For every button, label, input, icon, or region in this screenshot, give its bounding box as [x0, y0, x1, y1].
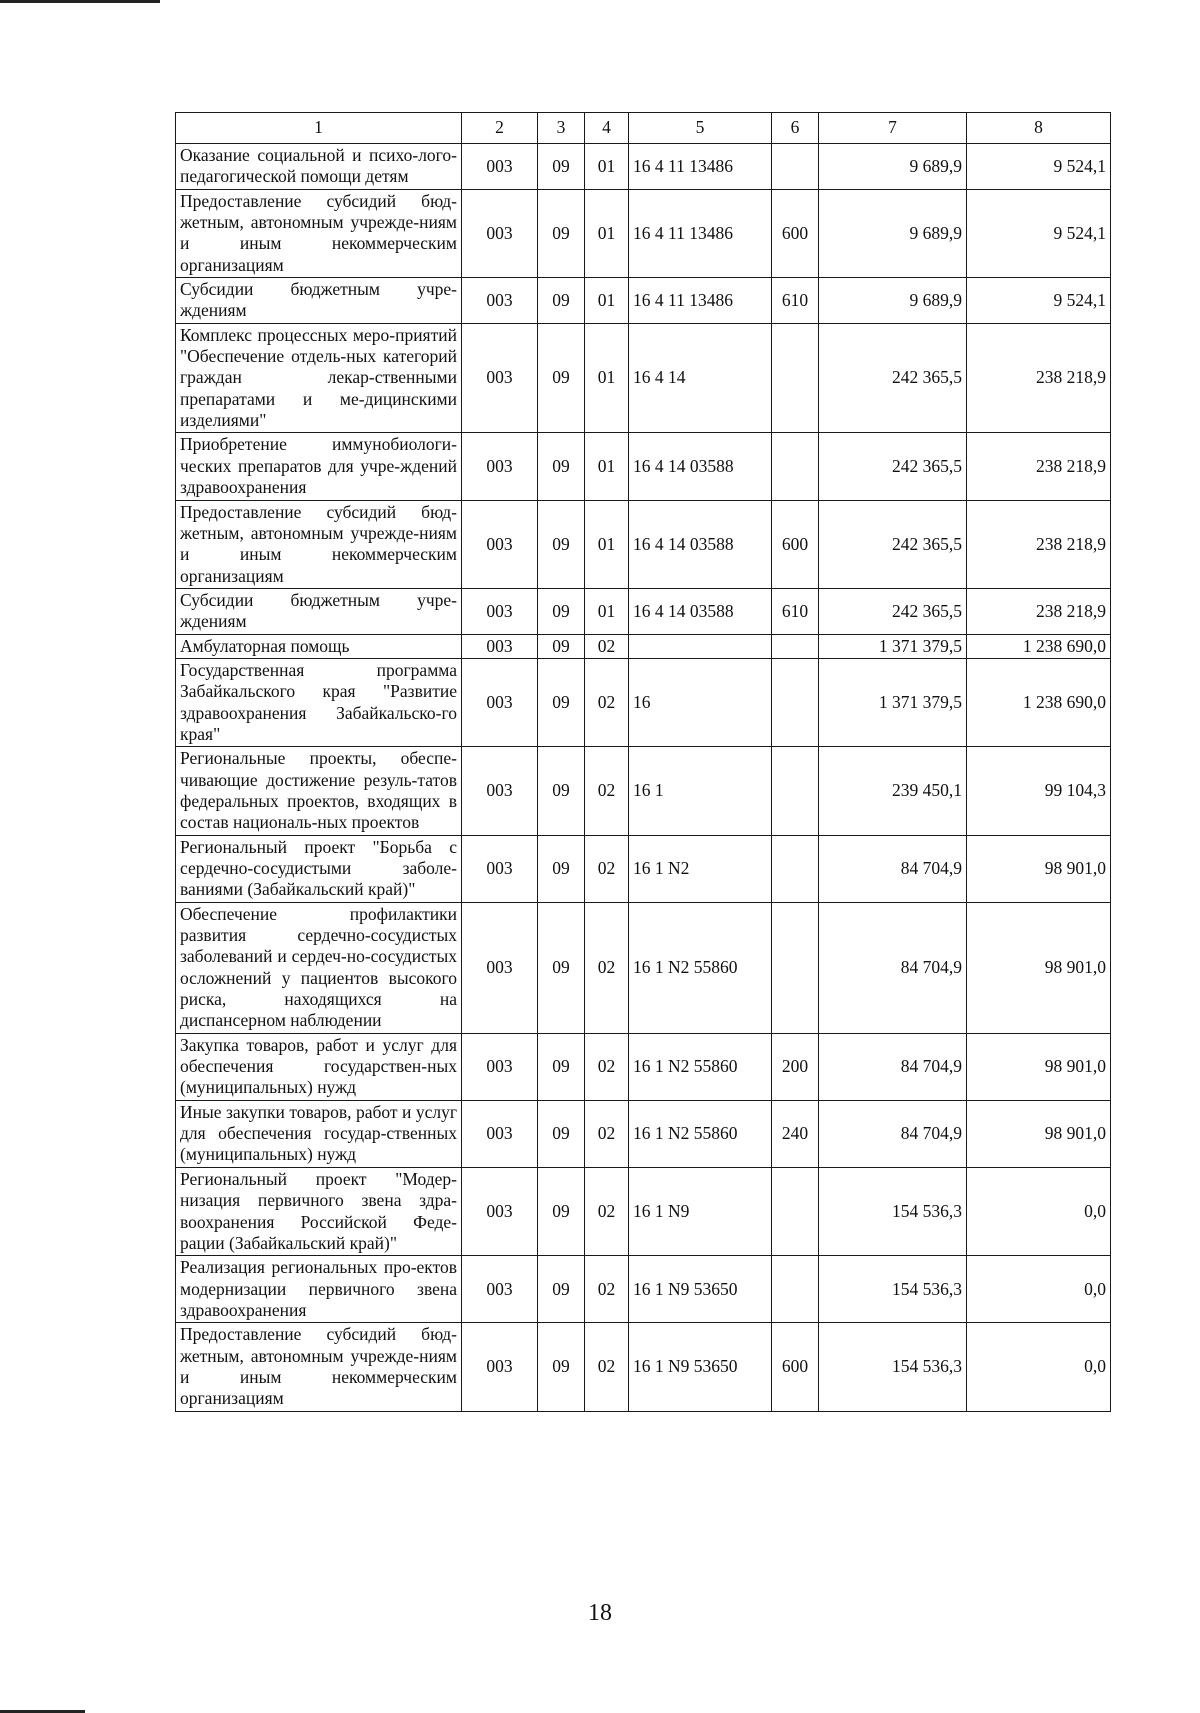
- amount-year1-cell: 84 704,9: [819, 1033, 967, 1100]
- subsection-code-cell: 02: [585, 1100, 629, 1167]
- row-name-cell: Субсидии бюджетным учре-ждениям: [176, 278, 462, 324]
- amount-year1-cell: 242 365,5: [819, 323, 967, 433]
- section-code-cell: 09: [538, 278, 585, 324]
- header-cell: 5: [629, 113, 772, 144]
- expense-type-cell: 600: [772, 1323, 819, 1411]
- row-name-cell: Закупка товаров, работ и услуг для обеспечения государствен-ных (муниципальных) нужд: [176, 1033, 462, 1100]
- expense-type-cell: [772, 634, 819, 658]
- amount-year2-cell: 98 901,0: [967, 835, 1111, 902]
- section-code-cell: 09: [538, 500, 585, 588]
- section-code-cell: 09: [538, 1100, 585, 1167]
- table-row: [176, 433, 1111, 500]
- section-code-cell: 09: [538, 902, 585, 1033]
- table-row: [176, 278, 1111, 324]
- target-article-cell: 16 1 N2 55860: [629, 1100, 772, 1167]
- expense-type-cell: [772, 323, 819, 433]
- amount-year2-cell: 1 238 690,0: [967, 634, 1111, 658]
- target-article-cell: 16 4 14: [629, 323, 772, 433]
- amount-year2-cell: 9 524,1: [967, 278, 1111, 324]
- header-row: [176, 113, 1111, 144]
- table-row: [176, 144, 1111, 190]
- amount-year1-cell: 154 536,3: [819, 1167, 967, 1255]
- table-row: [176, 835, 1111, 902]
- target-article-cell: 16 4 11 13486: [629, 278, 772, 324]
- section-code-cell: 09: [538, 658, 585, 746]
- subsection-code-cell: 02: [585, 835, 629, 902]
- target-article-cell: 16: [629, 658, 772, 746]
- ministry-code-cell: 003: [462, 835, 538, 902]
- amount-year1-cell: 1 371 379,5: [819, 658, 967, 746]
- ministry-code-cell: 003: [462, 1323, 538, 1411]
- ministry-code-cell: 003: [462, 144, 538, 190]
- section-code-cell: 09: [538, 189, 585, 277]
- section-code-cell: 09: [538, 634, 585, 658]
- table-row: [176, 902, 1111, 1033]
- ministry-code-cell: 003: [462, 278, 538, 324]
- target-article-cell: 16 4 11 13486: [629, 144, 772, 190]
- subsection-code-cell: 01: [585, 588, 629, 634]
- amount-year2-cell: 238 218,9: [967, 588, 1111, 634]
- section-code-cell: 09: [538, 1167, 585, 1255]
- table-body: [176, 144, 1111, 1412]
- expense-type-cell: [772, 747, 819, 835]
- row-name-cell: Региональный проект "Модер-низация первичного звена здра-воохранения Российской Феде-рации (Забайкальский край)": [176, 1167, 462, 1255]
- subsection-code-cell: 01: [585, 144, 629, 190]
- row-name-cell: Иные закупки товаров, работ и услуг для обеспечения государ-ственных (муниципальных) нужд: [176, 1100, 462, 1167]
- section-code-cell: 09: [538, 1256, 585, 1323]
- amount-year2-cell: 99 104,3: [967, 747, 1111, 835]
- header-cell: 1: [176, 113, 462, 144]
- table-header: [176, 113, 1111, 144]
- target-article-cell: 16 1 N9: [629, 1167, 772, 1255]
- amount-year1-cell: 239 450,1: [819, 747, 967, 835]
- amount-year2-cell: 98 901,0: [967, 1100, 1111, 1167]
- subsection-code-cell: 01: [585, 189, 629, 277]
- subsection-code-cell: 02: [585, 1033, 629, 1100]
- expense-type-cell: 200: [772, 1033, 819, 1100]
- section-code-cell: 09: [538, 144, 585, 190]
- header-cell: 4: [585, 113, 629, 144]
- table-row: [176, 588, 1111, 634]
- amount-year1-cell: 242 365,5: [819, 500, 967, 588]
- amount-year2-cell: 98 901,0: [967, 902, 1111, 1033]
- header-cell: 2: [462, 113, 538, 144]
- expense-type-cell: 610: [772, 278, 819, 324]
- expense-type-cell: [772, 1256, 819, 1323]
- amount-year2-cell: 9 524,1: [967, 144, 1111, 190]
- row-name-cell: Субсидии бюджетным учре-ждениям: [176, 588, 462, 634]
- expense-type-cell: [772, 835, 819, 902]
- table-row: [176, 323, 1111, 433]
- subsection-code-cell: 01: [585, 278, 629, 324]
- table-row: [176, 1256, 1111, 1323]
- amount-year2-cell: 98 901,0: [967, 1033, 1111, 1100]
- amount-year2-cell: 1 238 690,0: [967, 658, 1111, 746]
- target-article-cell: 16 4 14 03588: [629, 433, 772, 500]
- subsection-code-cell: 02: [585, 1256, 629, 1323]
- amount-year1-cell: 154 536,3: [819, 1323, 967, 1411]
- ministry-code-cell: 003: [462, 747, 538, 835]
- table-row: [176, 658, 1111, 746]
- subsection-code-cell: 01: [585, 500, 629, 588]
- target-article-cell: 16 1 N2 55860: [629, 1033, 772, 1100]
- ministry-code-cell: 003: [462, 1033, 538, 1100]
- scan-edge-mark-top: [0, 0, 160, 3]
- subsection-code-cell: 02: [585, 747, 629, 835]
- budget-table: [175, 112, 1111, 1412]
- target-article-cell: 16 4 14 03588: [629, 500, 772, 588]
- table-row: [176, 747, 1111, 835]
- header-cell: 8: [967, 113, 1111, 144]
- target-article-cell: 16 1: [629, 747, 772, 835]
- target-article-cell: 16 1 N2: [629, 835, 772, 902]
- row-name-cell: Обеспечение профилактики развития сердечно-сосудистых заболеваний и сердеч-но-сосудистых осложнений у пациентов высокого риска, находящихся на диспансерном наблюдении: [176, 902, 462, 1033]
- expense-type-cell: [772, 902, 819, 1033]
- section-code-cell: 09: [538, 323, 585, 433]
- section-code-cell: 09: [538, 835, 585, 902]
- expense-type-cell: [772, 658, 819, 746]
- expense-type-cell: [772, 1167, 819, 1255]
- ministry-code-cell: 003: [462, 588, 538, 634]
- row-name-cell: Комплекс процессных меро-приятий "Обеспечение отдель-ных категорий граждан лекар-ственными препаратами и ме-дицинскими изделиями": [176, 323, 462, 433]
- amount-year1-cell: 9 689,9: [819, 144, 967, 190]
- amount-year1-cell: 84 704,9: [819, 1100, 967, 1167]
- ministry-code-cell: 003: [462, 634, 538, 658]
- subsection-code-cell: 01: [585, 433, 629, 500]
- table-row: [176, 1033, 1111, 1100]
- amount-year1-cell: 84 704,9: [819, 902, 967, 1033]
- subsection-code-cell: 02: [585, 902, 629, 1033]
- row-name-cell: Оказание социальной и психо-лого-педагогической помощи детям: [176, 144, 462, 190]
- ministry-code-cell: 003: [462, 189, 538, 277]
- target-article-cell: 16 1 N9 53650: [629, 1323, 772, 1411]
- expense-type-cell: [772, 433, 819, 500]
- section-code-cell: 09: [538, 1323, 585, 1411]
- table-row: [176, 1100, 1111, 1167]
- section-code-cell: 09: [538, 588, 585, 634]
- row-name-cell: Предоставление субсидий бюд-жетным, автономным учрежде-ниям и иным некоммерческим организациям: [176, 189, 462, 277]
- target-article-cell: 16 1 N2 55860: [629, 902, 772, 1033]
- ministry-code-cell: 003: [462, 433, 538, 500]
- subsection-code-cell: 02: [585, 1167, 629, 1255]
- subsection-code-cell: 02: [585, 634, 629, 658]
- target-article-cell: 16 1 N9 53650: [629, 1256, 772, 1323]
- subsection-code-cell: 01: [585, 323, 629, 433]
- row-name-cell: Региональные проекты, обеспе-чивающие достижение резуль-татов федеральных проектов, входящих в состав националь-ных проектов: [176, 747, 462, 835]
- ministry-code-cell: 003: [462, 658, 538, 746]
- amount-year1-cell: 1 371 379,5: [819, 634, 967, 658]
- amount-year2-cell: 238 218,9: [967, 500, 1111, 588]
- table-row: [176, 500, 1111, 588]
- target-article-cell: [629, 634, 772, 658]
- amount-year2-cell: 238 218,9: [967, 433, 1111, 500]
- row-name-cell: Предоставление субсидий бюд-жетным, автономным учрежде-ниям и иным некоммерческим организациям: [176, 500, 462, 588]
- expense-type-cell: 600: [772, 189, 819, 277]
- target-article-cell: 16 4 14 03588: [629, 588, 772, 634]
- amount-year2-cell: 238 218,9: [967, 323, 1111, 433]
- amount-year2-cell: 0,0: [967, 1256, 1111, 1323]
- table-row: [176, 1167, 1111, 1255]
- subsection-code-cell: 02: [585, 1323, 629, 1411]
- row-name-cell: Региональный проект "Борьба с сердечно-сосудистыми заболе-ваниями (Забайкальский край)": [176, 835, 462, 902]
- ministry-code-cell: 003: [462, 1100, 538, 1167]
- header-cell: 3: [538, 113, 585, 144]
- row-name-cell: Приобретение иммунобиологи-ческих препаратов для учре-ждений здравоохранения: [176, 433, 462, 500]
- amount-year1-cell: 9 689,9: [819, 278, 967, 324]
- section-code-cell: 09: [538, 1033, 585, 1100]
- expense-type-cell: 610: [772, 588, 819, 634]
- amount-year2-cell: 0,0: [967, 1323, 1111, 1411]
- amount-year1-cell: 154 536,3: [819, 1256, 967, 1323]
- row-name-cell: Амбулаторная помощь: [176, 634, 462, 658]
- subsection-code-cell: 02: [585, 658, 629, 746]
- row-name-cell: Государственная программа Забайкальского края "Развитие здравоохранения Забайкальско-го края": [176, 658, 462, 746]
- table-row: [176, 634, 1111, 658]
- section-code-cell: 09: [538, 747, 585, 835]
- amount-year1-cell: 242 365,5: [819, 433, 967, 500]
- header-cell: 7: [819, 113, 967, 144]
- expense-type-cell: [772, 144, 819, 190]
- row-name-cell: Реализация региональных про-ектов модернизации первичного звена здравоохранения: [176, 1256, 462, 1323]
- amount-year1-cell: 84 704,9: [819, 835, 967, 902]
- amount-year1-cell: 242 365,5: [819, 588, 967, 634]
- section-code-cell: 09: [538, 433, 585, 500]
- ministry-code-cell: 003: [462, 1256, 538, 1323]
- expense-type-cell: 240: [772, 1100, 819, 1167]
- ministry-code-cell: 003: [462, 323, 538, 433]
- target-article-cell: 16 4 11 13486: [629, 189, 772, 277]
- table-row: [176, 189, 1111, 277]
- amount-year1-cell: 9 689,9: [819, 189, 967, 277]
- ministry-code-cell: 003: [462, 902, 538, 1033]
- table-row: [176, 1323, 1111, 1411]
- ministry-code-cell: 003: [462, 1167, 538, 1255]
- row-name-cell: Предоставление субсидий бюд-жетным, автономным учрежде-ниям и иным некоммерческим организациям: [176, 1323, 462, 1411]
- amount-year2-cell: 9 524,1: [967, 189, 1111, 277]
- amount-year2-cell: 0,0: [967, 1167, 1111, 1255]
- ministry-code-cell: 003: [462, 500, 538, 588]
- page-number: 18: [588, 1600, 612, 1626]
- header-cell: 6: [772, 113, 819, 144]
- expense-type-cell: 600: [772, 500, 819, 588]
